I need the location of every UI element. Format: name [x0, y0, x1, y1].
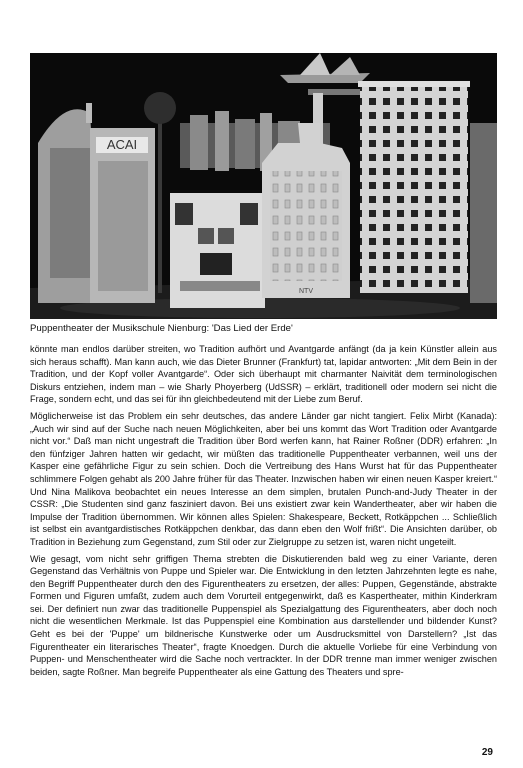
- paragraph: Wie gesagt, vom nicht sehr griffigen Thema strebten die Diskutierenden bald weg zu einer Variante, deren Gegenstand das Verhältnis von Puppe und Spieler war. Die Entwicklung in den letzten Jahrzehnten legte es nahe, den Begriff Puppentheater durch den des Figurentheaters zu ersetzen, der alles: Puppen, Gegenstände, abstrakte Formen und Figuren umfaßt, zudem auch dem Vorurteil entgegenwirkt, daß es Kaspertheater, mithin Kinderkram sei. Der definiert nun zwar das traditionelle Puppenspiel als Spezialgattung des Figurentheaters, aber doch noch nicht die wesentlichen Merkmale. Ist das Puppenspiel eine Kombination aus darstellender und bildender Kunst? Geht es bei der 'Puppe' um bildnerische Kunstwerke oder um Ausdrucksmittel von Darstellern? „Ist das Figurentheater ein literarisches Theater“, fragte Knoedgen. Durch die aktuelle Vorliebe für eine Verbindung von Puppen- und Menschentheater wird die Sache noch vertrackter. In der DDR trenne man immer weniger zwischen beiden, sagte Roßner. Man begreife Puppentheater als eine Gattung des Theaters und spre-: [30, 553, 497, 677]
- photo-caption: Puppentheater der Musikschule Nienburg: 'Das Lied der Erde': [30, 323, 293, 334]
- page-number: 29: [481, 747, 493, 758]
- stage-photo: [30, 53, 497, 319]
- stage-illustration: [30, 53, 497, 319]
- banner-text: NTV: [299, 288, 313, 295]
- paragraph: Möglicherweise ist das Problem ein sehr deutsches, das andere Länder gar nicht tangiert. Felix Mirbt (Kanada): „Auch wir sind auf der Suche nach neuen Möglichkeiten, aber bei uns kommt das Wort Tradition oder Avantgarde nicht vor.“ Daß man nicht ungestraft die Tradition über Bord werfen kann, hat Rainer Roßner (DDR) erfahren: „In den fünfziger Jahren hatten wir gedacht, wir müßten das traditionelle Puppentheater verbannen, weil uns der Kasper eine gefährliche Figur zu sein schien. Doch die Vertreibung des Hans Wurst hat für das Puppentheater schlimmere Folgen gehabt als 200 Jahre früher für das Theater. Inzwischen haben wir einen neuen Kasper kreiert.“ Und Nina Malikova beobachtet ein neues Interesse an dem simplen, brutalen Punch-and-Judy Theater in der CSSR: „Die Studenten sind ganz fasziniert davon. Bei uns existiert zwar kein Wandertheater, aber wir haben die Impulse der Tradition übernommen. Wir können alles Spielen: Shakespeare, Beckett, Rotkäppchen ... Schließlich ist selbst ein avantgardistisches Rotkäppchen denkbar, das dann eben den Wolf frißt“. Die Ansichten darüber, ob Tradition in Beziehung zum Gegenstand, zum Stil oder zur Zielgruppe zu setzen ist, waren nicht ungeteilt.: [30, 410, 497, 547]
- building-sign: ACAI: [106, 137, 138, 152]
- article-body: [30, 343, 497, 682]
- paragraph: könnte man endlos darüber streiten, wo Tradition aufhört und Avantgarde anfängt (da ja kein Künstler allein aus sich heraus schafft). Man kann auch, wie das Dieter Brunner (Frankfurt) tat, lapidar antworten: „Mit dem Bein in der Tradition, und der Kopf voller Avantgarde“. Oder sich überhaupt mit charmanter Naivität dem terminologischen Diskurs entziehen, indem man – wie Sharly Phoyerberg (UdSSR) – erklärt, traditionell oder modern sei nicht die Frage, sondern echt, und das sei für ihn gleichbedeutend mit der Liebe zum Beruf.: [30, 344, 497, 405]
